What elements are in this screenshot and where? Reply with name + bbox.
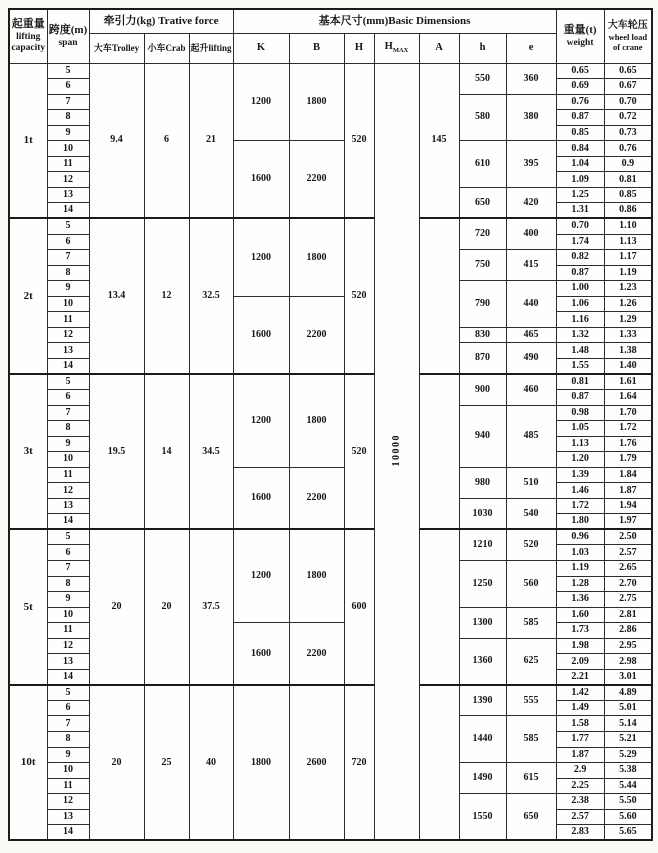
- span-cell: 6: [47, 700, 89, 716]
- span-cell: 9: [47, 281, 89, 297]
- dim-e-cell: 460: [506, 374, 556, 405]
- header-trolley: 大车Trolley: [89, 33, 144, 63]
- weight-cell: 0.84: [556, 141, 604, 157]
- wheel-load-cell: 5.50: [604, 794, 652, 810]
- dim-B-cell: 2200: [289, 623, 344, 685]
- crab-force-cell: 14: [144, 374, 189, 529]
- wheel-load-cell: 4.89: [604, 685, 652, 701]
- dim-h-cell: 550: [459, 63, 506, 94]
- span-cell: 14: [47, 203, 89, 219]
- dim-B-cell: 2200: [289, 296, 344, 374]
- dim-B-cell: 1800: [289, 63, 344, 141]
- weight-cell: 0.70: [556, 218, 604, 234]
- weight-cell: 1.60: [556, 607, 604, 623]
- header-col-K: K: [233, 33, 289, 63]
- span-cell: 6: [47, 545, 89, 561]
- weight-cell: 1.16: [556, 312, 604, 328]
- wheel-load-cell: 0.86: [604, 203, 652, 219]
- wheel-load-cell: 2.57: [604, 545, 652, 561]
- wheel-load-cell: 1.29: [604, 312, 652, 328]
- span-cell: 8: [47, 421, 89, 437]
- wheel-load-cell: 2.50: [604, 529, 652, 545]
- trolley-force-cell: 9.4: [89, 63, 144, 218]
- capacity-cell: 2t: [9, 218, 47, 373]
- weight-cell: 0.81: [556, 374, 604, 390]
- weight-cell: 1.58: [556, 716, 604, 732]
- table-body: [9, 63, 652, 840]
- wheel-load-cell: 5.38: [604, 763, 652, 779]
- span-cell: 13: [47, 654, 89, 670]
- lifting-force-cell: 32.5: [189, 218, 233, 373]
- header-capacity: [9, 9, 47, 63]
- span-cell: 14: [47, 669, 89, 685]
- weight-cell: 0.98: [556, 405, 604, 421]
- dim-h-cell: 870: [459, 343, 506, 374]
- weight-cell: 0.87: [556, 110, 604, 126]
- dim-h-cell: 1030: [459, 498, 506, 529]
- span-cell: 13: [47, 187, 89, 203]
- wheel-load-cell: 1.19: [604, 265, 652, 281]
- weight-cell: 1.00: [556, 281, 604, 297]
- wheel-load-cell: 2.81: [604, 607, 652, 623]
- wheel-load-cell: 5.29: [604, 747, 652, 763]
- wheel-load-cell: 1.10: [604, 218, 652, 234]
- span-cell: 8: [47, 576, 89, 592]
- dim-K-cell: 1600: [233, 141, 289, 219]
- header-wheel-zh: 大车轮压: [607, 20, 648, 32]
- dim-e-cell: 510: [506, 467, 556, 498]
- weight-cell: 0.69: [556, 79, 604, 95]
- trolley-force-cell: 19.5: [89, 374, 144, 529]
- weight-cell: 0.76: [556, 94, 604, 110]
- weight-cell: 1.55: [556, 358, 604, 374]
- span-cell: 11: [47, 312, 89, 328]
- dim-e-cell: 560: [506, 561, 556, 608]
- capacity-cell: 10t: [9, 685, 47, 840]
- dim-h-cell: 650: [459, 187, 506, 218]
- dim-h-cell: 790: [459, 281, 506, 328]
- dim-A-cell: [419, 529, 459, 684]
- wheel-load-cell: 1.84: [604, 467, 652, 483]
- span-cell: 5: [47, 374, 89, 390]
- dim-e-cell: 555: [506, 685, 556, 716]
- weight-cell: 2.57: [556, 809, 604, 825]
- dim-H-cell: 520: [344, 374, 374, 529]
- capacity-cell: 1t: [9, 63, 47, 218]
- spec-table: [8, 8, 653, 841]
- span-cell: 7: [47, 250, 89, 266]
- span-cell: 9: [47, 592, 89, 608]
- dim-e-cell: 615: [506, 763, 556, 794]
- wheel-load-cell: 5.44: [604, 778, 652, 794]
- capacity-cell: 3t: [9, 374, 47, 529]
- header-col-H: H: [344, 33, 374, 63]
- wheel-load-cell: 1.26: [604, 296, 652, 312]
- dim-h-cell: 1210: [459, 529, 506, 560]
- wheel-load-cell: 0.72: [604, 110, 652, 126]
- span-cell: 10: [47, 296, 89, 312]
- weight-cell: 1.77: [556, 732, 604, 748]
- dim-e-cell: 650: [506, 794, 556, 841]
- wheel-load-cell: 1.87: [604, 483, 652, 499]
- dim-A-cell: [419, 685, 459, 840]
- dim-B-cell: 2600: [289, 685, 344, 840]
- header-col-B: B: [289, 33, 344, 63]
- lifting-force-cell: 21: [189, 63, 233, 218]
- wheel-load-cell: 0.81: [604, 172, 652, 188]
- wheel-load-cell: 0.76: [604, 141, 652, 157]
- span-cell: 5: [47, 685, 89, 701]
- wheel-load-cell: 5.01: [604, 700, 652, 716]
- dim-K-cell: 1800: [233, 685, 289, 840]
- lifting-force-cell: 34.5: [189, 374, 233, 529]
- dim-Hmax-cell: [374, 63, 419, 840]
- header-col-h: h: [459, 33, 506, 63]
- header-capacity-en: lifting capacity: [11, 32, 46, 54]
- wheel-load-cell: 1.72: [604, 421, 652, 437]
- weight-cell: 1.05: [556, 421, 604, 437]
- crab-force-cell: 20: [144, 529, 189, 684]
- weight-cell: 2.83: [556, 825, 604, 841]
- header-weight: [556, 9, 604, 63]
- wheel-load-cell: 1.61: [604, 374, 652, 390]
- weight-cell: 1.49: [556, 700, 604, 716]
- dim-B-cell: 2200: [289, 141, 344, 219]
- dim-e-cell: 625: [506, 638, 556, 685]
- weight-cell: 1.80: [556, 514, 604, 530]
- span-cell: 10: [47, 452, 89, 468]
- header-col-e: e: [506, 33, 556, 63]
- dim-h-cell: 1550: [459, 794, 506, 841]
- span-cell: 11: [47, 623, 89, 639]
- weight-cell: 1.73: [556, 623, 604, 639]
- wheel-load-cell: 0.70: [604, 94, 652, 110]
- dim-h-cell: 900: [459, 374, 506, 405]
- dim-K-cell: 1600: [233, 467, 289, 529]
- weight-cell: 0.85: [556, 125, 604, 141]
- dim-H-cell: 720: [344, 685, 374, 840]
- wheel-load-cell: 5.14: [604, 716, 652, 732]
- dim-A-cell: [419, 374, 459, 529]
- wheel-load-cell: 1.76: [604, 436, 652, 452]
- dim-e-cell: 400: [506, 218, 556, 249]
- weight-cell: 1.98: [556, 638, 604, 654]
- header-capacity-zh: 起重量: [11, 18, 45, 31]
- weight-cell: 1.20: [556, 452, 604, 468]
- span-cell: 7: [47, 405, 89, 421]
- header-col-Hmax: $H_{MAX}$: [374, 33, 419, 63]
- wheel-load-cell: 2.70: [604, 576, 652, 592]
- span-cell: 6: [47, 79, 89, 95]
- header-span-en: span: [58, 37, 78, 48]
- hmax-value: 10000: [390, 433, 402, 467]
- wheel-load-cell: 0.65: [604, 63, 652, 79]
- span-cell: 13: [47, 498, 89, 514]
- header-span-zh: 跨度(m): [48, 23, 88, 36]
- dim-K-cell: 1200: [233, 218, 289, 296]
- weight-cell: 1.48: [556, 343, 604, 359]
- span-cell: 10: [47, 763, 89, 779]
- dim-e-cell: 465: [506, 327, 556, 343]
- span-cell: 12: [47, 638, 89, 654]
- weight-cell: 1.74: [556, 234, 604, 250]
- span-cell: 9: [47, 747, 89, 763]
- crab-force-cell: 12: [144, 218, 189, 373]
- weight-cell: 0.65: [556, 63, 604, 79]
- dim-h-cell: 980: [459, 467, 506, 498]
- span-cell: 14: [47, 514, 89, 530]
- wheel-load-cell: 1.23: [604, 281, 652, 297]
- dim-K-cell: 1600: [233, 296, 289, 374]
- dim-K-cell: 1200: [233, 374, 289, 467]
- dim-K-cell: 1200: [233, 529, 289, 622]
- table-header: [9, 9, 652, 63]
- header-weight-zh: 重量(t): [563, 23, 597, 36]
- weight-cell: 0.87: [556, 265, 604, 281]
- span-cell: 13: [47, 343, 89, 359]
- trolley-force-cell: 13.4: [89, 218, 144, 373]
- trolley-force-cell: 20: [89, 529, 144, 684]
- dim-h-cell: 720: [459, 218, 506, 249]
- span-cell: 5: [47, 529, 89, 545]
- wheel-load-cell: 2.65: [604, 561, 652, 577]
- dim-B-cell: 1800: [289, 529, 344, 622]
- dim-B-cell: 1800: [289, 218, 344, 296]
- weight-cell: 1.03: [556, 545, 604, 561]
- weight-cell: 1.46: [556, 483, 604, 499]
- span-cell: 11: [47, 467, 89, 483]
- span-cell: 14: [47, 358, 89, 374]
- wheel-load-cell: 1.13: [604, 234, 652, 250]
- wheel-load-cell: 1.38: [604, 343, 652, 359]
- wheel-load-cell: 2.95: [604, 638, 652, 654]
- dim-B-cell: 1800: [289, 374, 344, 467]
- header-traction-group: 牵引力(kg) Trative force: [89, 9, 233, 33]
- wheel-load-cell: 0.67: [604, 79, 652, 95]
- weight-cell: 1.06: [556, 296, 604, 312]
- wheel-load-cell: 2.98: [604, 654, 652, 670]
- dim-e-cell: 490: [506, 343, 556, 374]
- dim-K-cell: 1200: [233, 63, 289, 141]
- dim-e-cell: 360: [506, 63, 556, 94]
- lifting-force-cell: 40: [189, 685, 233, 840]
- weight-cell: 1.28: [556, 576, 604, 592]
- wheel-load-cell: 1.17: [604, 250, 652, 266]
- wheel-load-cell: 5.65: [604, 825, 652, 841]
- weight-cell: 1.25: [556, 187, 604, 203]
- span-cell: 11: [47, 156, 89, 172]
- trolley-force-cell: 20: [89, 685, 144, 840]
- dim-e-cell: 440: [506, 281, 556, 328]
- weight-cell: 2.38: [556, 794, 604, 810]
- wheel-load-cell: 3.01: [604, 669, 652, 685]
- span-cell: 8: [47, 265, 89, 281]
- dim-B-cell: 2200: [289, 467, 344, 529]
- dim-e-cell: 420: [506, 187, 556, 218]
- weight-cell: 1.31: [556, 203, 604, 219]
- dim-K-cell: 1600: [233, 623, 289, 685]
- dim-A-cell: [419, 218, 459, 373]
- dim-e-cell: 415: [506, 250, 556, 281]
- weight-cell: 0.82: [556, 250, 604, 266]
- wheel-load-cell: 5.21: [604, 732, 652, 748]
- weight-cell: 1.13: [556, 436, 604, 452]
- dim-h-cell: 1440: [459, 716, 506, 763]
- header-lifting: 起升lifting: [189, 33, 233, 63]
- span-cell: 12: [47, 172, 89, 188]
- wheel-load-cell: 1.94: [604, 498, 652, 514]
- wheel-load-cell: 1.70: [604, 405, 652, 421]
- weight-cell: 1.04: [556, 156, 604, 172]
- dim-h-cell: 940: [459, 405, 506, 467]
- dim-H-cell: 520: [344, 218, 374, 373]
- lifting-force-cell: 37.5: [189, 529, 233, 684]
- weight-cell: 1.19: [556, 561, 604, 577]
- dim-h-cell: 580: [459, 94, 506, 141]
- weight-cell: 2.9: [556, 763, 604, 779]
- wheel-load-cell: 1.79: [604, 452, 652, 468]
- header-wheel-en: wheel load of crane: [608, 31, 648, 52]
- dim-h-cell: 830: [459, 327, 506, 343]
- dim-e-cell: 380: [506, 94, 556, 141]
- header-wheel-load: [604, 9, 652, 63]
- weight-cell: 0.87: [556, 389, 604, 405]
- span-cell: 10: [47, 141, 89, 157]
- weight-cell: 1.72: [556, 498, 604, 514]
- span-cell: 11: [47, 778, 89, 794]
- header-weight-en: weight: [566, 37, 594, 48]
- dim-h-cell: 1490: [459, 763, 506, 794]
- span-cell: 9: [47, 436, 89, 452]
- weight-cell: 1.36: [556, 592, 604, 608]
- wheel-load-cell: 0.9: [604, 156, 652, 172]
- header-dimensions-group: 基本尺寸(mm)Basic Dimensions: [233, 9, 556, 33]
- dim-h-cell: 750: [459, 250, 506, 281]
- dim-e-cell: 540: [506, 498, 556, 529]
- weight-cell: 1.87: [556, 747, 604, 763]
- weight-cell: 1.39: [556, 467, 604, 483]
- span-cell: 7: [47, 94, 89, 110]
- span-cell: 8: [47, 732, 89, 748]
- weight-cell: 2.25: [556, 778, 604, 794]
- dim-e-cell: 585: [506, 716, 556, 763]
- wheel-load-cell: 0.85: [604, 187, 652, 203]
- dim-e-cell: 485: [506, 405, 556, 467]
- span-cell: 6: [47, 389, 89, 405]
- crab-force-cell: 25: [144, 685, 189, 840]
- span-cell: 14: [47, 825, 89, 841]
- span-cell: 12: [47, 327, 89, 343]
- span-cell: 5: [47, 218, 89, 234]
- span-cell: 12: [47, 794, 89, 810]
- wheel-load-cell: 2.75: [604, 592, 652, 608]
- wheel-load-cell: 0.73: [604, 125, 652, 141]
- span-cell: 8: [47, 110, 89, 126]
- span-cell: 12: [47, 483, 89, 499]
- dim-h-cell: 1390: [459, 685, 506, 716]
- dim-h-cell: 1250: [459, 561, 506, 608]
- wheel-load-cell: 1.97: [604, 514, 652, 530]
- weight-cell: 0.96: [556, 529, 604, 545]
- wheel-load-cell: 5.60: [604, 809, 652, 825]
- dim-h-cell: 610: [459, 141, 506, 188]
- dim-h-cell: 1300: [459, 607, 506, 638]
- dim-e-cell: 585: [506, 607, 556, 638]
- wheel-load-cell: 1.33: [604, 327, 652, 343]
- header-span: [47, 9, 89, 63]
- weight-cell: 1.32: [556, 327, 604, 343]
- dim-H-cell: 600: [344, 529, 374, 684]
- span-cell: 7: [47, 561, 89, 577]
- span-cell: 10: [47, 607, 89, 623]
- crab-force-cell: 6: [144, 63, 189, 218]
- weight-cell: 2.09: [556, 654, 604, 670]
- span-cell: 9: [47, 125, 89, 141]
- header-col-A: A: [419, 33, 459, 63]
- span-cell: 13: [47, 809, 89, 825]
- dim-H-cell: 520: [344, 63, 374, 218]
- dim-e-cell: 395: [506, 141, 556, 188]
- dim-A-cell: 145: [419, 63, 459, 218]
- capacity-cell: 5t: [9, 529, 47, 684]
- dim-h-cell: 1360: [459, 638, 506, 685]
- span-cell: 5: [47, 63, 89, 79]
- wheel-load-cell: 1.40: [604, 358, 652, 374]
- weight-cell: 1.09: [556, 172, 604, 188]
- span-cell: 6: [47, 234, 89, 250]
- header-crab: 小车Crab: [144, 33, 189, 63]
- wheel-load-cell: 1.64: [604, 389, 652, 405]
- span-cell: 7: [47, 716, 89, 732]
- weight-cell: 1.42: [556, 685, 604, 701]
- wheel-load-cell: 2.86: [604, 623, 652, 639]
- dim-e-cell: 520: [506, 529, 556, 560]
- weight-cell: 2.21: [556, 669, 604, 685]
